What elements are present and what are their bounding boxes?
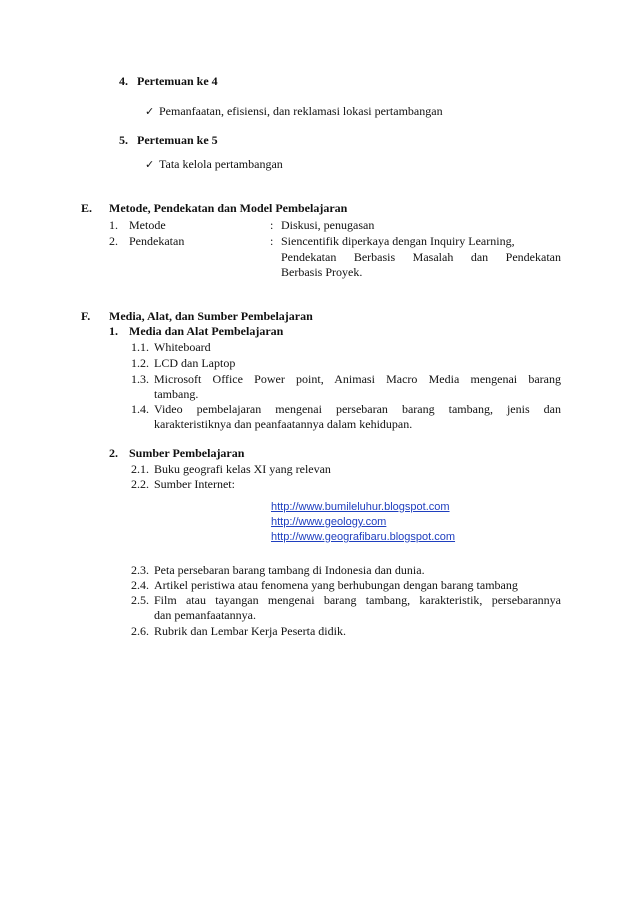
list-item-number: 2.1. — [131, 462, 149, 476]
pertemuan-5-item-text: Tata kelola pertambangan — [159, 157, 283, 171]
pertemuan-4-title: Pertemuan ke 4 — [137, 74, 218, 88]
check-icon: ✓ — [145, 105, 155, 118]
section-e-row-2-value-line-1: Siencentifik diperkaya dengan Inquiry Learning, — [281, 234, 515, 248]
pertemuan-4-number: 4. — [119, 74, 128, 88]
pertemuan-5-title: Pertemuan ke 5 — [137, 133, 218, 147]
list-item-number: 2.2. — [131, 477, 149, 491]
list-item-number: 1.1. — [131, 340, 149, 354]
list-item-text: Rubrik dan Lembar Kerja Peserta didik. — [154, 624, 346, 638]
section-f-sub2-title: Sumber Pembelajaran — [129, 446, 245, 460]
section-f-sub2-number: 2. — [109, 446, 118, 460]
pertemuan-4-item — [145, 104, 443, 119]
pertemuan-5-number: 5. — [119, 133, 128, 147]
list-item-text-continued: tambang. — [154, 387, 199, 401]
section-e-row-2-label: Pendekatan — [129, 234, 185, 248]
section-f-title: Media, Alat, dan Sumber Pembelajaran — [109, 309, 313, 323]
section-e-row-1-number: 1. — [109, 218, 118, 232]
section-e-title: Metode, Pendekatan dan Model Pembelajaran — [109, 201, 348, 215]
section-e-row-2-value-line-2: Pendekatan Berbasis Masalah dan Pendekatan — [281, 250, 561, 264]
section-f-letter: F. — [81, 309, 91, 323]
section-e-row-2-value-line-3: Berbasis Proyek. — [281, 265, 363, 279]
section-f-sub1-title: Media dan Alat Pembelajaran — [129, 324, 284, 338]
list-item-number: 2.5. — [131, 593, 149, 607]
list-item-text-continued: karakteristiknya dan peanfaatannya dalam kehidupan. — [154, 417, 413, 431]
check-icon: ✓ — [145, 158, 155, 171]
pertemuan-4-item-text: Pemanfaatan, efisiensi, dan reklamasi lokasi pertambangan — [159, 104, 443, 118]
list-item-number: 1.3. — [131, 372, 149, 386]
section-e-row-2-number: 2. — [109, 234, 118, 248]
section-e-row-2-colon: : — [270, 234, 274, 248]
list-item-number: 2.4. — [131, 578, 149, 592]
list-item-text: Peta persebaran barang tambang di Indonesia dan dunia. — [154, 563, 425, 577]
section-e-row-1-label: Metode — [129, 218, 166, 232]
list-item-text: Buku geografi kelas XI yang relevan — [154, 462, 331, 476]
link-bumileluhur[interactable]: http://www.bumileluhur.blogspot.com — [271, 501, 450, 513]
link-geografibaru[interactable]: http://www.geografibaru.blogspot.com — [271, 531, 456, 543]
list-item-text: Microsoft Office Power point, Animasi Macro Media mengenai barang — [154, 372, 561, 386]
list-item-text: Whiteboard — [154, 340, 211, 354]
list-item-number: 1.2. — [131, 356, 149, 370]
list-item-number: 2.6. — [131, 624, 149, 638]
list-item-text: Film atau tayangan mengenai barang tambang, karakteristik, persebarannya — [154, 593, 561, 607]
list-item-text-continued: dan pemanfaatannya. — [154, 608, 256, 622]
list-item-text: Artikel peristiwa atau fenomena yang berhubungan dengan barang tambang — [154, 578, 518, 592]
pertemuan-5-item — [145, 157, 283, 172]
section-e-row-1-colon: : — [270, 218, 274, 232]
list-item-text: LCD dan Laptop — [154, 356, 236, 370]
section-e-letter: E. — [81, 201, 93, 215]
list-item-number: 2.3. — [131, 563, 149, 577]
link-geology[interactable]: http://www.geology.com — [271, 516, 387, 528]
section-f-sub1-number: 1. — [109, 324, 118, 338]
list-item-text: Sumber Internet: — [154, 477, 235, 491]
list-item-text: Video pembelajaran mengenai persebaran barang tambang, jenis dan — [154, 402, 561, 416]
list-item-number: 1.4. — [131, 402, 149, 416]
section-e-row-1-value: Diskusi, penugasan — [281, 218, 375, 232]
